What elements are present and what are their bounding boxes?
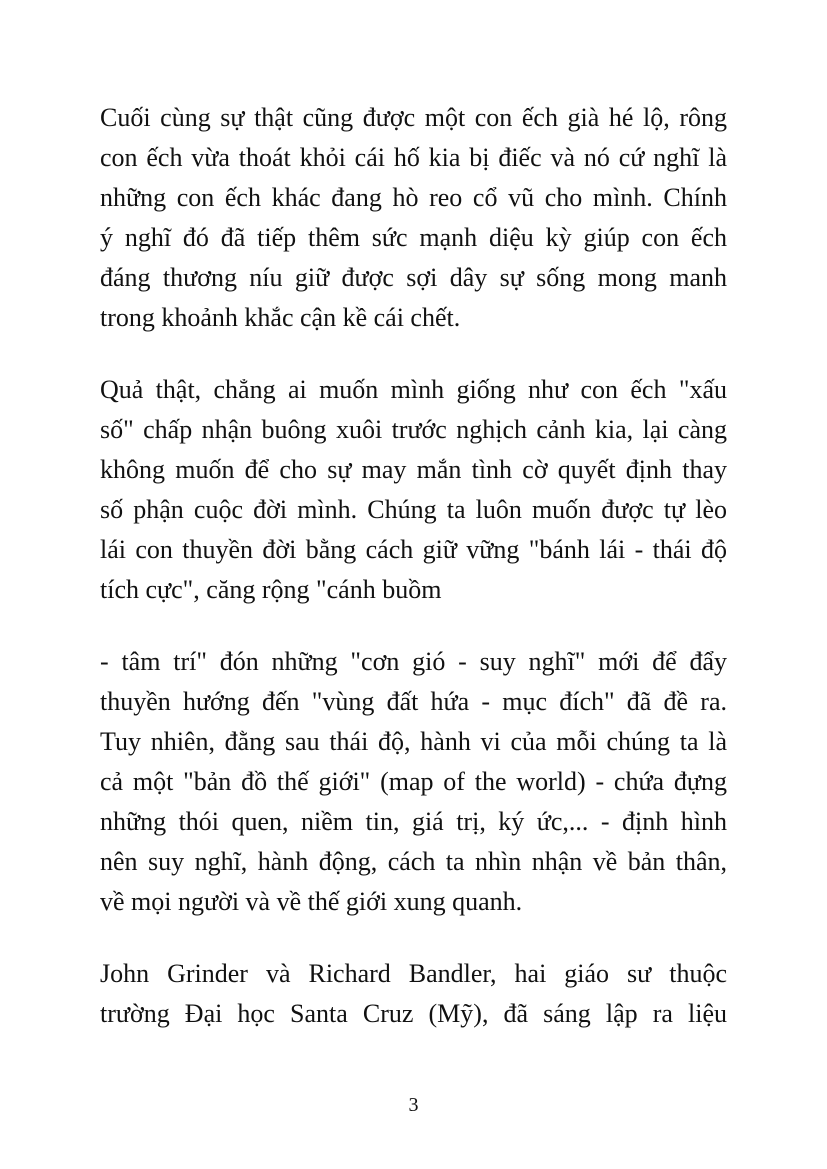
text-line: trong khoảnh khắc cận kề cái chết. — [100, 303, 461, 332]
page-number: 3 — [408, 1094, 419, 1116]
text-line: lái con thuyền đời bằng cách giữ vững "bánh lái - thái độ — [100, 535, 727, 564]
text-line: những thói quen, niềm tin, giá trị, ký ức,... - định hình — [100, 807, 727, 836]
text-line: Tuy nhiên, đằng sau thái độ, hành vi của mỗi chúng ta là — [100, 727, 727, 756]
text-line: trường Đại học Santa Cruz (Mỹ), đã sáng lập ra liệu — [100, 999, 727, 1028]
paragraph — [100, 98, 727, 338]
text-line: Cuối cùng sự thật cũng được một con ếch già hé lộ, rông — [100, 103, 727, 132]
text-line: những con ếch khác đang hò reo cổ vũ cho mình. Chính — [100, 183, 727, 212]
text-line: thuyền hướng đến "vùng đất hứa - mục đích" đã đề ra. — [100, 687, 727, 716]
text-line: nên suy nghĩ, hành động, cách ta nhìn nhận về bản thân, — [100, 847, 727, 876]
paragraph — [100, 642, 727, 922]
text-line: John Grinder và Richard Bandler, hai giáo sư thuộc — [100, 959, 727, 988]
paragraph — [100, 954, 727, 1034]
text-line: về mọi người và về thế giới xung quanh. — [100, 887, 523, 916]
text-line: - tâm trí" đón những "cơn gió - suy nghĩ" mới để đẩy — [100, 647, 727, 676]
text-line: không muốn để cho sự may mắn tình cờ quyết định thay — [100, 455, 727, 484]
text-line: Quả thật, chẳng ai muốn mình giống như con ếch "xấu — [100, 375, 727, 404]
text-line: số phận cuộc đời mình. Chúng ta luôn muốn được tự lèo — [100, 495, 727, 524]
text-line: cả một "bản đồ thế giới" (map of the world) - chứa đựng — [100, 767, 727, 796]
page-body — [100, 98, 727, 1066]
paragraph — [100, 370, 727, 610]
text-line: ý nghĩ đó đã tiếp thêm sức mạnh diệu kỳ giúp con ếch — [100, 223, 727, 252]
text-line: con ếch vừa thoát khỏi cái hố kia bị điếc và nó cứ nghĩ là — [100, 143, 727, 172]
text-line: đáng thương níu giữ được sợi dây sự sống mong manh — [100, 263, 727, 292]
text-line: số" chấp nhận buông xuôi trước nghịch cảnh kia, lại càng — [100, 415, 727, 444]
text-line: tích cực", căng rộng "cánh buồm — [100, 575, 442, 604]
